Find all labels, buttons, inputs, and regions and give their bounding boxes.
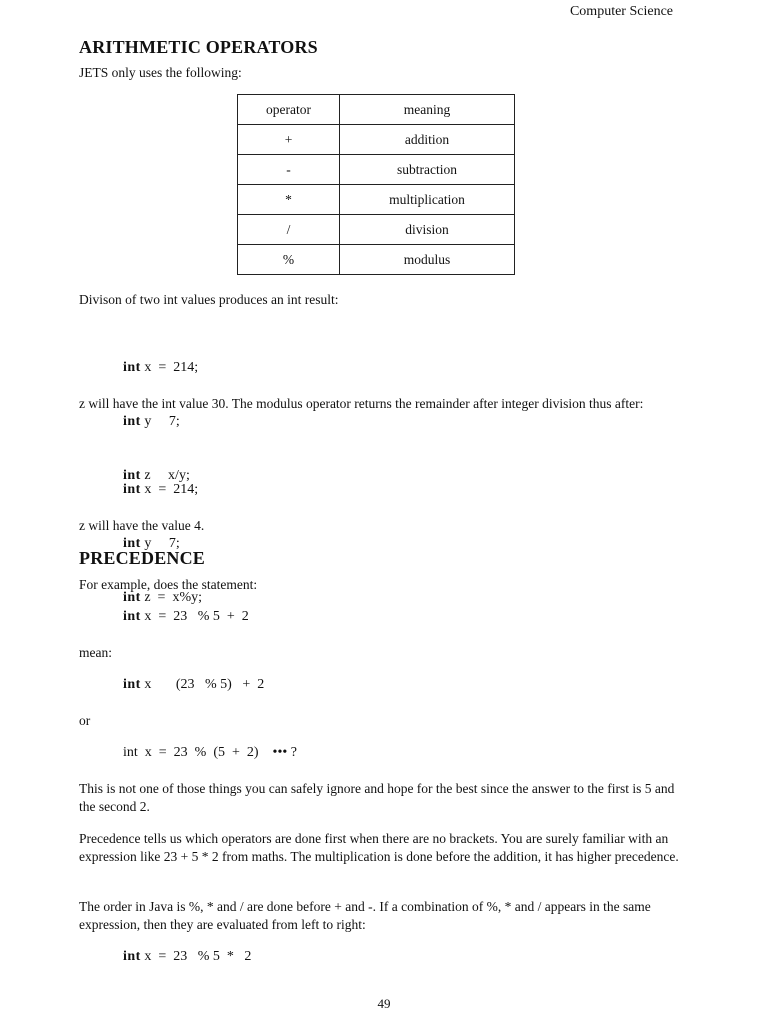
operator-cell: - bbox=[238, 155, 340, 185]
code-keyword: int bbox=[123, 536, 141, 551]
code-keyword: int bbox=[123, 360, 141, 375]
example-intro: For example, does the statement: bbox=[79, 577, 258, 592]
code-text: x = 214; bbox=[140, 482, 199, 497]
table-header-row bbox=[238, 95, 515, 125]
code-statement-2 bbox=[123, 676, 264, 694]
table-header-operator: operator bbox=[238, 95, 340, 125]
code-keyword: int bbox=[123, 677, 141, 692]
meaning-cell: modulus bbox=[340, 245, 515, 275]
code-text: x = 23 % (5 + 2) ••• ? bbox=[137, 745, 297, 760]
warning-text: This is not one of those things you can safely ignore and hope for the best since the answer to the first is 5 and the second 2. bbox=[79, 781, 675, 814]
code-text: x = 23 % 5 + 2 bbox=[140, 609, 249, 624]
code-text: z x/y; bbox=[140, 468, 190, 483]
order-paragraph: The order in Java is %, * and / are done before + and -. If a combination of %, * and / appears in the same expression, then they are evaluated from left to right: bbox=[79, 899, 651, 932]
operator-cell: % bbox=[238, 245, 340, 275]
code-text: x = 214; bbox=[140, 360, 199, 375]
code-keyword: int bbox=[123, 468, 141, 483]
code-text: x (23 % 5) + 2 bbox=[140, 677, 265, 692]
operator-cell: / bbox=[238, 215, 340, 245]
table-row bbox=[238, 215, 515, 245]
meaning-cell: addition bbox=[340, 125, 515, 155]
modulus-text: z will have the int value 30. The modulus operator returns the remainder after integer division thus after: bbox=[79, 396, 644, 411]
table-row bbox=[238, 185, 515, 215]
code-keyword: int bbox=[123, 609, 141, 624]
table-row bbox=[238, 155, 515, 185]
code-statement-1 bbox=[123, 608, 249, 626]
running-header: Computer Science bbox=[569, 4, 673, 19]
operator-cell: * bbox=[238, 185, 340, 215]
meaning-cell: multiplication bbox=[340, 185, 515, 215]
code-line bbox=[123, 413, 198, 431]
code-keyword: int bbox=[123, 949, 141, 964]
code-text: z = x%y; bbox=[140, 590, 203, 605]
code-line bbox=[123, 481, 202, 499]
code-text: y 7; bbox=[140, 414, 180, 429]
page-number: 49 bbox=[377, 996, 391, 1011]
code-keyword: int bbox=[123, 414, 141, 429]
result-text: z will have the value 4. bbox=[79, 518, 205, 533]
operators-table bbox=[237, 94, 515, 275]
heading-precedence: PRECEDENCE bbox=[79, 548, 206, 568]
table-header-meaning: meaning bbox=[340, 95, 515, 125]
operator-cell: + bbox=[238, 125, 340, 155]
meaning-cell: division bbox=[340, 215, 515, 245]
code-keyword: int bbox=[123, 590, 141, 605]
table-row bbox=[238, 245, 515, 275]
code-text: y 7; bbox=[140, 536, 180, 551]
code-block-modulus bbox=[123, 445, 202, 625]
code-keyword: int bbox=[123, 745, 138, 760]
division-text: Divison of two int values produces an int result: bbox=[79, 292, 339, 307]
arith-intro: JETS only uses the following: bbox=[79, 65, 242, 80]
code-text: x = 23 % 5 * 2 bbox=[140, 949, 252, 964]
or-label: or bbox=[79, 713, 91, 728]
code-line bbox=[123, 359, 198, 377]
precedence-paragraph: Precedence tells us which operators are done first when there are no brackets. You are surely familiar with an expression like 23 + 5 * 2 from maths. The multiplication is done before the addition, it has higher precedence. bbox=[79, 831, 679, 864]
mean-label: mean: bbox=[79, 645, 112, 660]
heading-arithmetic-operators: ARITHMETIC OPERATORS bbox=[79, 37, 318, 57]
code-statement-4 bbox=[123, 948, 251, 966]
code-keyword: int bbox=[123, 482, 141, 497]
code-statement-3 bbox=[123, 744, 297, 762]
table-row bbox=[238, 125, 515, 155]
meaning-cell: subtraction bbox=[340, 155, 515, 185]
